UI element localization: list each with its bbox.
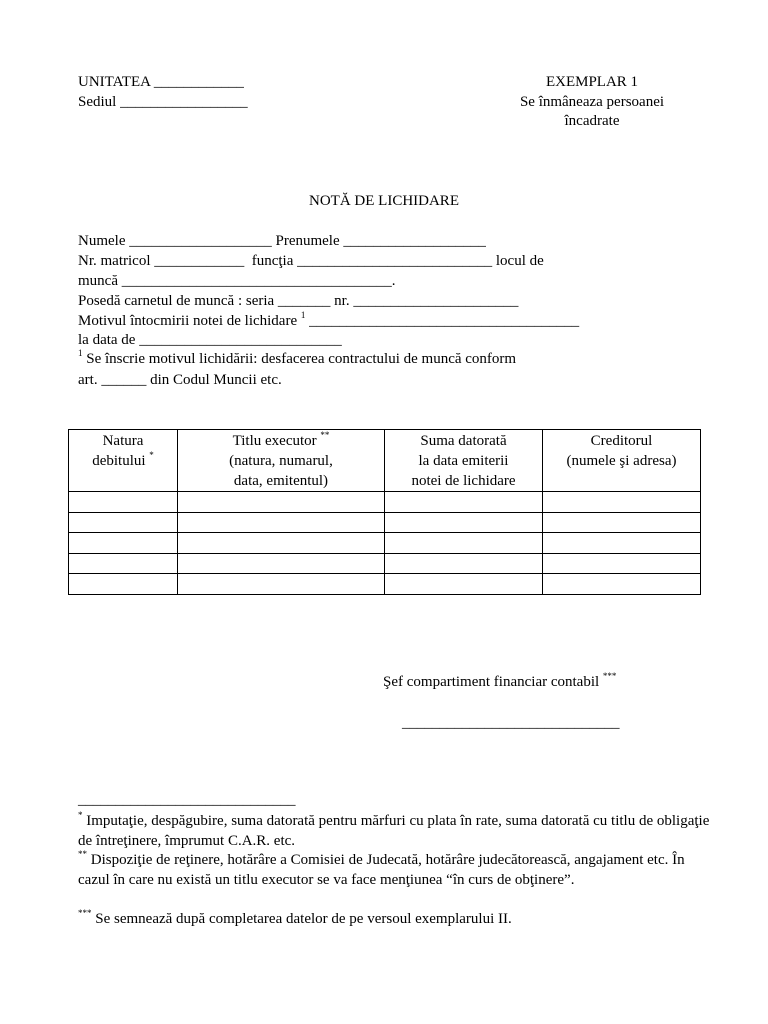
copy-note-line2: încadrate bbox=[564, 113, 620, 129]
work-book-line: Posedă carnetul de muncă : seria _______ nr. ______________________ bbox=[78, 293, 519, 309]
header-nature: Natura debitului * bbox=[69, 430, 178, 492]
table-cell[interactable] bbox=[543, 512, 701, 533]
footnote-3-mark: *** bbox=[78, 908, 92, 918]
footnote-1-text: Imputaţie, despăgubire, suma datorată pentru mărfuri cu plata în rate, suma datorată cu titlu de obligaţie de întreţinere, împrumut C.A.R. etc. bbox=[78, 813, 710, 849]
workplace-line: muncă ____________________________________. bbox=[78, 273, 396, 289]
footnote-3-text: Se semnează după completarea datelor de pe versoul exemplarului II. bbox=[91, 911, 512, 927]
table-cell[interactable] bbox=[178, 533, 385, 554]
footnote-3 bbox=[78, 910, 718, 930]
header-amount: Suma datorată la data emiterii notei de lichidare bbox=[385, 430, 543, 492]
table-cell[interactable] bbox=[385, 553, 543, 574]
copy-block bbox=[462, 73, 722, 132]
seat-line: Sediul _________________ bbox=[78, 94, 248, 110]
header-title-mark: ** bbox=[320, 430, 330, 440]
header-title: Titlu executor ** (natura, numarul, data, emitentul) bbox=[178, 430, 385, 492]
signature-label-line bbox=[383, 673, 616, 693]
table-cell[interactable] bbox=[69, 574, 178, 595]
reason-note-line2: art. ______ din Codul Muncii etc. bbox=[78, 372, 282, 388]
footnote-2-mark: ** bbox=[78, 849, 87, 859]
header-nature-mark: * bbox=[149, 450, 154, 460]
date-line: la data de ___________________________ bbox=[78, 332, 342, 348]
footnote-1 bbox=[78, 812, 718, 851]
table-row bbox=[69, 492, 701, 513]
table-header-row bbox=[69, 430, 701, 492]
name-line: Numele ___________________ Prenumele ___________________ bbox=[78, 233, 486, 249]
table-cell[interactable] bbox=[385, 512, 543, 533]
table-cell[interactable] bbox=[178, 553, 385, 574]
debts-table bbox=[68, 429, 701, 595]
table-cell[interactable] bbox=[178, 574, 385, 595]
table-cell[interactable] bbox=[543, 553, 701, 574]
table-cell[interactable] bbox=[69, 553, 178, 574]
table-cell[interactable] bbox=[385, 492, 543, 513]
table-row bbox=[69, 512, 701, 533]
reason-note-mark: 1 bbox=[78, 348, 83, 358]
reason-note-line1 bbox=[78, 350, 516, 370]
reason-note-text: Se înscrie motivul lichidării: desfacerea contractului de muncă conform bbox=[86, 351, 517, 367]
table-row bbox=[69, 533, 701, 554]
table-cell[interactable] bbox=[178, 492, 385, 513]
footnote-1-mark: * bbox=[78, 810, 83, 820]
signature-label: Şef compartiment financiar contabil bbox=[383, 674, 600, 690]
table-row bbox=[69, 574, 701, 595]
copy-title: EXEMPLAR 1 bbox=[545, 74, 639, 90]
table-cell[interactable] bbox=[543, 492, 701, 513]
footnote-separator: _____________________________ bbox=[78, 792, 296, 808]
footnote-2 bbox=[78, 851, 718, 890]
table-cell[interactable] bbox=[69, 492, 178, 513]
reason-footnote-mark: 1 bbox=[300, 310, 306, 320]
table-cell[interactable] bbox=[543, 533, 701, 554]
footnote-2-text: Dispoziţie de reţinere, hotărâre a Comisiei de Judecată, hotărâre judecătorească, angajament etc. În cazul în care nu există un titlu executor se va face menţiunea “în curs de obţinere”. bbox=[78, 852, 685, 888]
reason-line bbox=[78, 312, 579, 332]
signature-mark: *** bbox=[602, 671, 617, 681]
table-cell[interactable] bbox=[69, 533, 178, 554]
reason-blank: ____________________________________ bbox=[305, 313, 580, 329]
signature-line: _____________________________ bbox=[402, 715, 620, 731]
matricol-line: Nr. matricol ____________ funcţia __________________________ locul de bbox=[78, 253, 544, 269]
table-cell[interactable] bbox=[69, 512, 178, 533]
header-creditor: Creditorul (numele şi adresa) bbox=[543, 430, 701, 492]
table-cell[interactable] bbox=[543, 574, 701, 595]
copy-note-line1: Se înmâneaza persoanei bbox=[519, 93, 665, 110]
unit-line: UNITATEA ____________ bbox=[78, 74, 244, 90]
document-title: NOTĂ DE LICHIDARE bbox=[309, 193, 459, 209]
reason-label: Motivul întocmirii notei de lichidare bbox=[78, 313, 301, 329]
table-cell[interactable] bbox=[385, 533, 543, 554]
table-row bbox=[69, 553, 701, 574]
table-cell[interactable] bbox=[385, 574, 543, 595]
table-cell[interactable] bbox=[178, 512, 385, 533]
